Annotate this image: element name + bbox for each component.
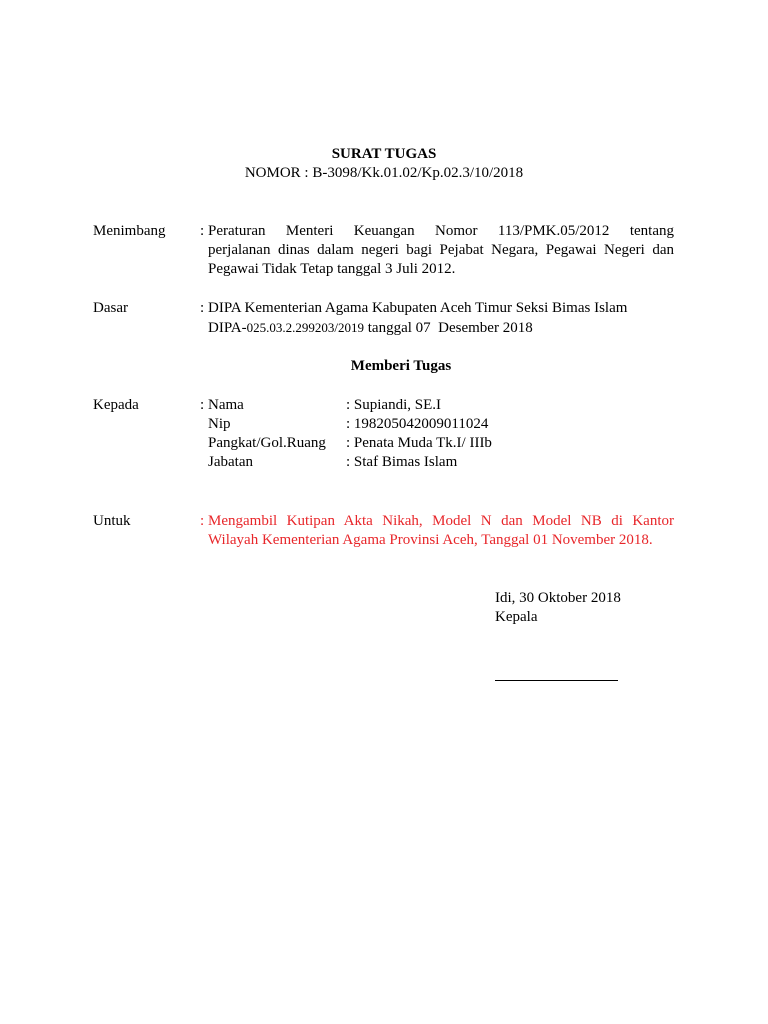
document-number: NOMOR : B-3098/Kk.01.02/Kp.02.3/10/2018 xyxy=(244,165,524,181)
menimbang-colon: : xyxy=(200,223,205,239)
untuk-line: Wilayah Kementerian Agama Provinsi Aceh, Tanggal 01 November 2018. xyxy=(208,532,653,548)
signature-position: Kepala xyxy=(495,609,538,625)
menimbang-text xyxy=(208,222,674,279)
nama-label: Nama xyxy=(208,397,244,413)
menimbang-line: Peraturan Menteri Keuangan Nomor 113/PMK.05/2012 tentang xyxy=(208,223,674,239)
dasar-line-1: DIPA Kementerian Agama Kabupaten Aceh Timur Seksi Bimas Islam xyxy=(208,300,628,316)
kepada-colon: : xyxy=(200,397,205,413)
nama-value: : Supiandi, SE.I xyxy=(346,397,442,413)
dasar-colon: : xyxy=(200,300,205,316)
untuk-text xyxy=(208,512,674,550)
memberi-tugas-heading: Memberi Tugas xyxy=(350,358,452,374)
signature-line xyxy=(495,680,618,681)
untuk-label: Untuk xyxy=(93,513,131,529)
untuk-colon: : xyxy=(200,513,205,529)
document-title: SURAT TUGAS xyxy=(331,146,437,162)
untuk-line: Mengambil Kutipan Akta Nikah, Model N dan Model NB di Kantor xyxy=(208,513,674,529)
dasar-prefix: DIPA- xyxy=(208,320,247,336)
pangkat-value: : Penata Muda Tk.I/ IIIb xyxy=(346,435,492,451)
menimbang-line: perjalanan dinas dalam negeri bagi Pejabat Negara, Pegawai Negeri dan xyxy=(208,242,674,258)
dasar-code: 025.03.2.299203/2019 xyxy=(246,320,364,335)
dasar-line-2 xyxy=(208,318,533,338)
menimbang-line: Pegawai Tidak Tetap tanggal 3 Juli 2012. xyxy=(208,261,456,277)
nip-label: Nip xyxy=(208,416,231,432)
jabatan-label: Jabatan xyxy=(208,454,253,470)
pangkat-label: Pangkat/Gol.Ruang xyxy=(208,435,326,451)
dasar-label: Dasar xyxy=(93,300,128,316)
jabatan-value: : Staf Bimas Islam xyxy=(346,454,458,470)
signature-place-date: Idi, 30 Oktober 2018 xyxy=(495,590,621,606)
nip-value: : 198205042009011024 xyxy=(346,416,489,432)
menimbang-label: Menimbang xyxy=(93,223,166,239)
kepada-label: Kepada xyxy=(93,397,139,413)
dasar-suffix: tanggal 07 Desember 2018 xyxy=(364,320,533,336)
